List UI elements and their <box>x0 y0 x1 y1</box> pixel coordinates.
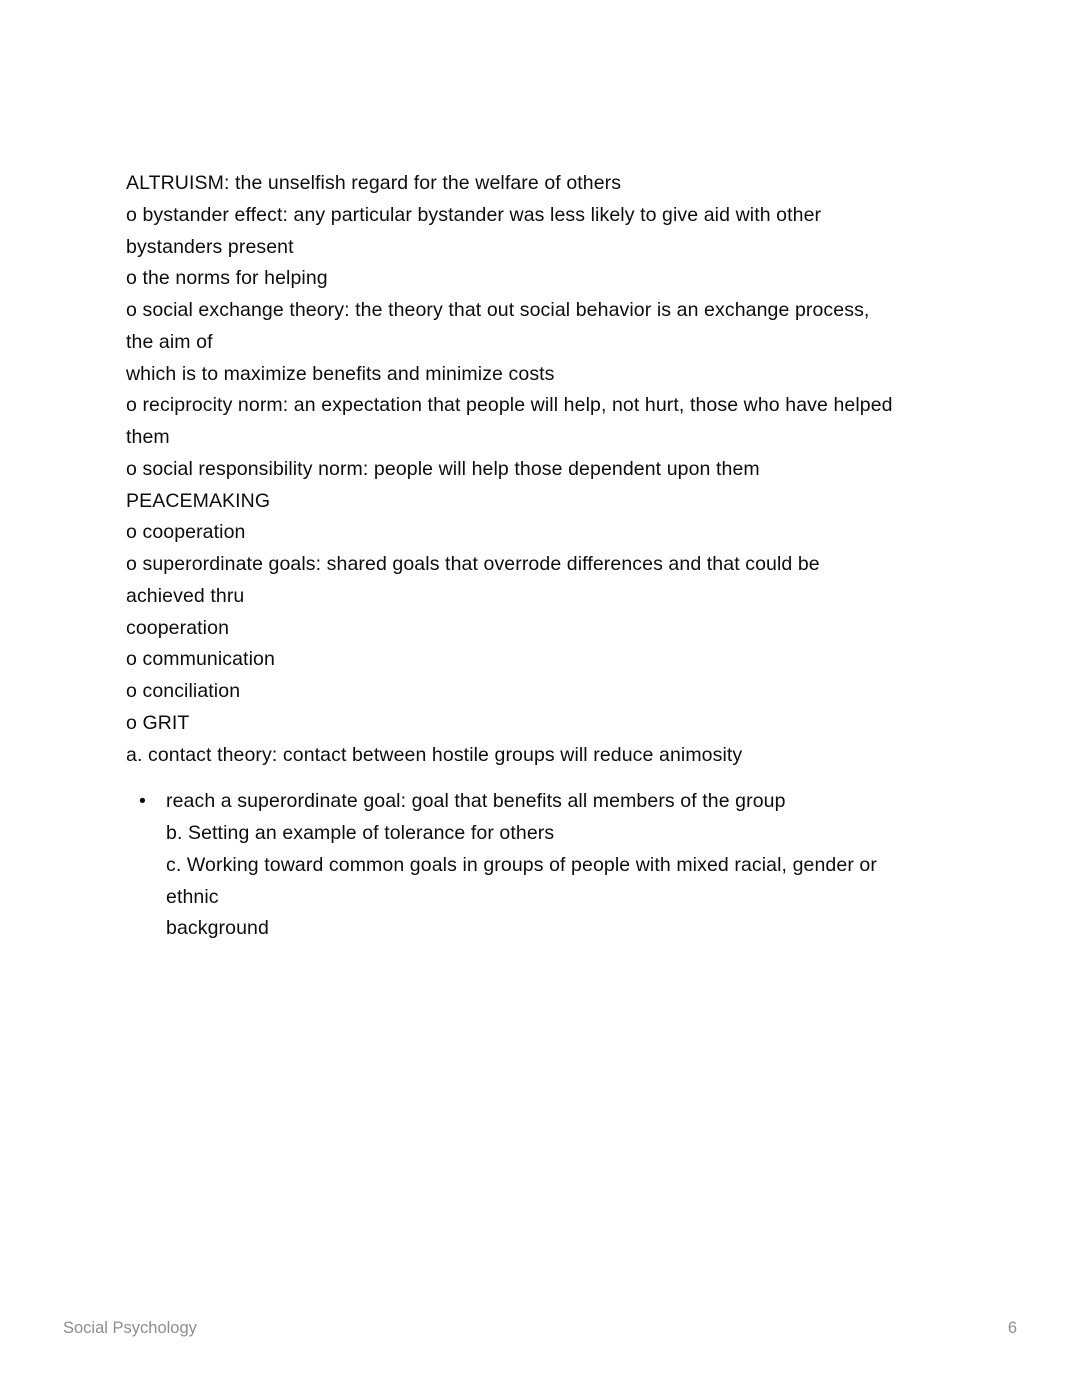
text-line: o reciprocity norm: an expectation that people will help, not hurt, those who have helped <box>126 394 893 417</box>
text-line: o the norms for helping <box>126 267 328 290</box>
text-line: o social exchange theory: the theory that out social behavior is an exchange process, <box>126 299 870 321</box>
bullet-lines <box>166 786 958 945</box>
text-line: o communication <box>126 648 275 671</box>
text-line: them <box>126 426 170 448</box>
text-line: o superordinate goals: shared goals that overrode differences and that could be <box>126 553 820 575</box>
text-line: bystanders present <box>126 235 294 258</box>
text-line: o cooperation <box>126 521 246 544</box>
text-line: the aim of <box>126 330 213 353</box>
text-line: o social responsibility norm: people will help those dependent upon them <box>126 457 760 480</box>
text-line: ethnic <box>166 885 219 908</box>
footer-document-title: Social Psychology <box>63 1319 197 1337</box>
text-line: ALTRUISM: the unselfish regard for the welfare of others <box>126 172 622 194</box>
text-line: b. Setting an example of tolerance for others <box>166 822 555 844</box>
document-body <box>126 168 958 945</box>
bullet-item <box>126 786 958 945</box>
text-line: which is to maximize benefits and minimize costs <box>126 362 555 385</box>
text-line: c. Working toward common goals in groups of people with mixed racial, gender or <box>166 853 877 876</box>
document-lines <box>126 168 958 771</box>
text-line: background <box>166 917 269 940</box>
text-line: a. contact theory: contact between hostile groups will reduce animosity <box>126 743 743 766</box>
text-line: reach a superordinate goal: goal that benefits all members of the group <box>166 790 786 813</box>
text-line: o conciliation <box>126 680 241 702</box>
text-line: o bystander effect: any particular bystander was less likely to give aid with other <box>126 203 822 226</box>
page-footer <box>63 1318 1017 1338</box>
footer-page-number: 6 <box>1007 1319 1017 1337</box>
text-line: o GRIT <box>126 711 190 734</box>
text-line: achieved thru <box>126 584 245 607</box>
text-line: PEACEMAKING <box>126 489 271 512</box>
bullet-marker: • <box>139 790 146 813</box>
text-line: cooperation <box>126 616 230 639</box>
